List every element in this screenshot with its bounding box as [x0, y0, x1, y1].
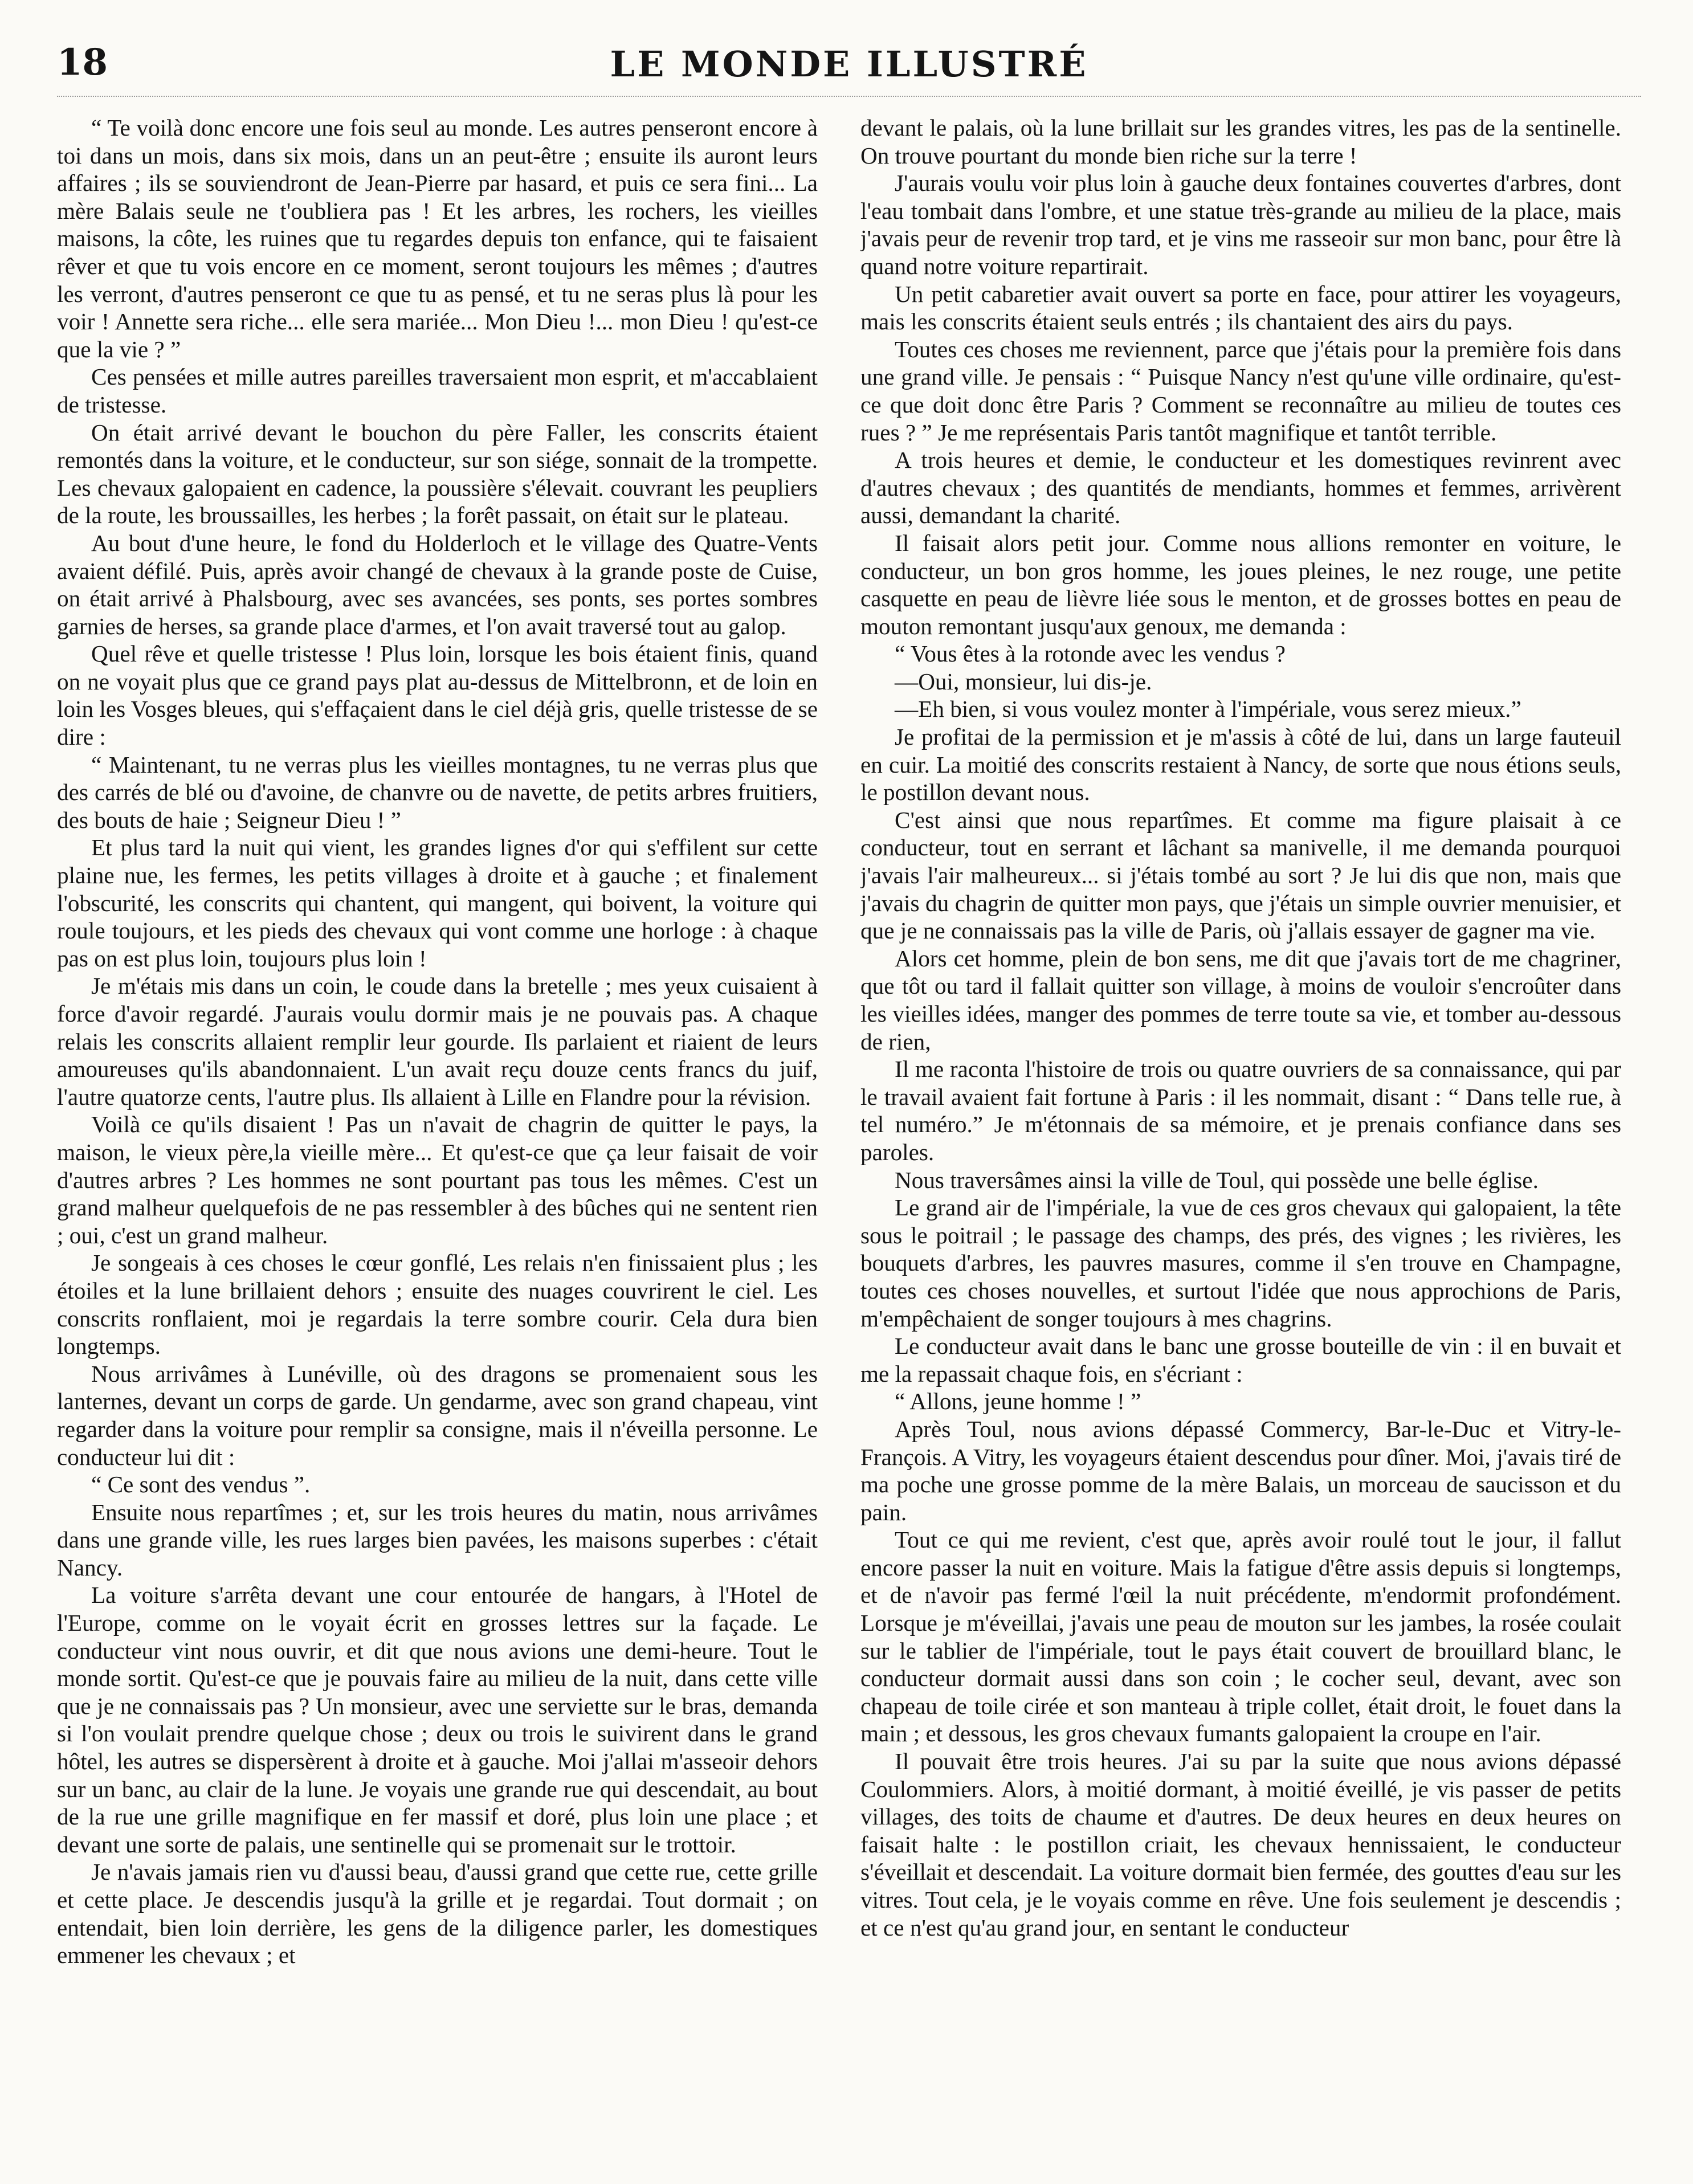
page-number: 18 — [57, 41, 108, 84]
paragraph: —Eh bien, si vous voulez monter à l'impériale, vous serez mieux.” — [895, 696, 1521, 722]
paragraph: Le conducteur avait dans le banc une grosse bouteille de vin : il en buvait et me la repassait chaque fois, en s'écriant : — [860, 1333, 1621, 1387]
paragraph: La voiture s'arrêta devant une cour entourée de hangars, à l'Hotel de l'Europe, comme on le voyait écrit en grosses lettres sur la façade. Le conducteur vint nous ouvrir, et dit que nous avions une demi-heure. Tout le monde sortit. Qu'est-ce que je pouvais faire au milieu de la nuit, dans cette ville que je ne connaissais pas ? Un monsieur, avec une serviette sur le bras, demanda si l'on voulait prendre quelque chose ; deux ou trois le suivirent dans le grand hôtel, les autres se dispersèrent à droite et à gauche. Moi j'allai m'asseoir dehors sur un banc, au clair de la lune. Je voyais une grande rue qui descendait, au bout de la rue une grille magnifique en fer massif et doré, plus loin une place ; et devant une sorte de palais, une sentinelle qui se promenait sur le trottoir. — [57, 1582, 818, 1858]
paragraph: Je n'avais jamais rien vu d'aussi beau, d'aussi grand que cette rue, cette grille et cette place. Je descendis jusqu'à la grille et je regardai. Tout dormait ; on entendait, bien loin derrière, les gens de la diligence parler, les domestiques emmener les chevaux ; et — [57, 1859, 818, 1969]
paragraph: Voilà ce qu'ils disaient ! Pas un n'avait de chagrin de quitter le pays, la maison, le vieux père,la vieille mère... Et qu'est-ce que ça leur faisait de voir d'autres arbres ? Les hommes ne sont pourtant pas tous les mêmes. C'est un grand malheur quelquefois de ne pas ressembler à des bûches qui ne sentent rien ; oui, c'est un grand malheur. — [57, 1111, 818, 1248]
paragraph: “ Ce sont des vendus ”. — [91, 1471, 311, 1498]
paragraph: Il me raconta l'histoire de trois ou quatre ouvriers de sa connaissance, qui par le travail avaient fait fortune à Paris : il les nommait, disant : “ Dans telle rue, à tel numéro.” Je m'étonnais de sa mémoire, et je prenais confiance dans ses paroles. — [860, 1056, 1621, 1165]
paragraph: Je songeais à ces choses le cœur gonflé, Les relais n'en finissaient plus ; les étoiles et la lune brillaient dehors ; ensuite des nuages couvrirent le ciel. Les conscrits ronflaient, moi je regardais la terre sombre courir. Cela dura bien longtemps. — [57, 1250, 818, 1360]
paragraph: Ensuite nous repartîmes ; et, sur les trois heures du matin, nous arrivâmes dans une grande ville, les rues larges bien pavées, les maisons superbes : c'était Nancy. — [57, 1499, 818, 1581]
paragraph: “ Maintenant, tu ne verras plus les vieilles montagnes, tu ne verras plus que des carrés de blé ou d'avoine, de chanvre ou de navette, de petits arbres fruitiers, des bouts de haie ; Seigneur Dieu ! ” — [57, 751, 818, 833]
page-header — [57, 41, 1641, 97]
paragraph: Quel rêve et quelle tristesse ! Plus loin, lorsque les bois étaient finis, quand on ne voyait plus que ce grand pays plat au-dessus de Mittelbronn, et de loin en loin les Vosges bleues, qui s'effaçaient dans le ciel déjà gris, quelle tristesse de se dire : — [57, 640, 818, 750]
paragraph: Nous traversâmes ainsi la ville de Toul, qui possède une belle église. — [895, 1166, 1539, 1193]
paragraph: A trois heures et demie, le conducteur et les domestiques revinrent avec d'autres chevaux ; des quantités de mendiants, hommes et femmes, arrivèrent aussi, demandant la charité. — [860, 447, 1621, 529]
paragraph: Et plus tard la nuit qui vient, les grandes lignes d'or qui s'effilent sur cette plaine nue, les fermes, les petits villages à droite et à gauche ; et finalement l'obscurité, les conscrits qui chantent, qui mangent, qui boivent, la voiture qui roule toujours, et les pieds des chevaux qui vont comme une horloge : à chaque pas on est plus loin, toujours plus loin ! — [57, 834, 818, 971]
paragraph: On était arrivé devant le bouchon du père Faller, les conscrits étaient remontés dans la voiture, et le conducteur, sur son siége, sonnait de la trompette. Les chevaux galopaient en cadence, la poussière s'élevait. couvrant les peupliers de la route, les broussailles, les herbes ; la forêt passait, on était sur le plateau. — [57, 419, 818, 529]
paragraph: Alors cet homme, plein de bon sens, me dit que j'avais tort de me chagriner, que tôt ou tard il fallait quitter son village, à moins de vouloir s'encroûter dans les vieilles idées, manger des pommes de terre toute sa vie, et tomber au-dessous de rien, — [860, 945, 1621, 1055]
paragraph: J'aurais voulu voir plus loin à gauche deux fontaines couvertes d'arbres, dont l'eau tombait dans l'ombre, et une statue très-grande au milieu de la place, mais j'avais peur de revenir trop tard, et je vins me rasseoir sur mon banc, pour être là quand notre voiture repartirait. — [860, 170, 1621, 279]
paragraph: Tout ce qui me revient, c'est que, après avoir roulé tout le jour, il fallut encore passer la nuit en voiture. Mais la fatigue d'être assis depuis si longtemps, et de n'avoir pas fermé l'œil la nuit précédente, m'endormit profondément. Lorsque je m'éveillai, j'avais une peau de mouton sur les jambes, la rosée coulait sur le tablier de l'impériale, tout le pays était couvert de brouillard blanc, le conducteur dormait aussi dans son coin ; le cocher seul, devant, avec son chapeau de toile cirée et son manteau à triple collet, était droit, le fouet dans la main ; et dessous, les gros chevaux fumants galopaient la croupe en l'air. — [860, 1526, 1621, 1747]
paragraph: Il faisait alors petit jour. Comme nous allions remonter en voiture, le conducteur, un bon gros homme, les joues pleines, le nez rouge, une petite casquette en peau de lièvre liée sous le menton, et de grosses bottes en peau de mouton remontant jusqu'aux genoux, me demanda : — [860, 529, 1621, 639]
journal-title: LE MONDE ILLUSTRÉ — [610, 43, 1088, 85]
paragraph: Le grand air de l'impériale, la vue de ces gros chevaux qui galopaient, la tête sous le poitrail ; le passage des champs, des prés, des vignes ; les rivières, les bouquets d'arbres, les pauvres masures, comme il s'en trouve en Champagne, toutes ces choses nouvelles, et surtout l'idée que nous approchions de Paris, m'empêchaient de songer toujours à mes chagrins. — [860, 1194, 1621, 1332]
paragraph: devant le palais, où la lune brillait sur les grandes vitres, les pas de la sentinelle. On trouve pourtant du monde bien riche sur la terre ! — [860, 115, 1621, 169]
paragraph: —Oui, monsieur, lui dis-je. — [895, 668, 1152, 695]
paragraph: Je profitai de la permission et je m'assis à côté de lui, dans un large fauteuil en cuir. La moitié des conscrits restaient à Nancy, de sorte que nous étions seuls, le postillon devant nous. — [860, 724, 1621, 806]
paragraph: Au bout d'une heure, le fond du Holderloch et le village des Quatre-Vents avaient défilé. Puis, après avoir changé de chevaux à la grande poste de Cuise, on était arrivé à Phalsbourg, avec ses avancées, ses ponts, ses portes sombres garnies de herses, sa grande place d'armes, et l'on avait traversé tout au galop. — [57, 529, 818, 639]
right-column — [860, 114, 1621, 2142]
paragraph: “ Vous êtes à la rotonde avec les vendus ? — [895, 640, 1286, 667]
left-column — [57, 114, 818, 2142]
paragraph: C'est ainsi que nous repartîmes. Et comme ma figure plaisait à ce conducteur, tout en serrant et lâchant sa manivelle, il me demanda pourquoi j'avais l'air malheureux... si j'étais tombé au sort ? Je lui dis que non, mais que j'avais du chagrin de quitter mon pays, que j'étais un simple ouvrier menuisier, et que je ne connaissais pas la ville de Paris, où j'allais essayer de gagner ma vie. — [860, 806, 1621, 944]
paragraph: Il pouvait être trois heures. J'ai su par la suite que nous avions dépassé Coulommiers. Alors, à moitié dormant, à moitié éveillé, je vis passer de petits villages, des toits de chaume et d'autres. De deux heures en deux heures on faisait halte : le postillon criait, les chevaux hennissaient, le conducteur s'éveillait et descendait. La voiture dormait bien fermée, des gouttes d'eau sur les vitres. Tout cela, je le voyais comme en rêve. Une fois seulement je descendis ; et ce n'est qu'au grand jour, en sentant le conducteur — [860, 1748, 1621, 1941]
paragraph: “ Te voilà donc encore une fois seul au monde. Les autres penseront encore à toi dans un mois, dans six mois, dans un an peut-être ; ensuite ils auront leurs affaires ; ils se souviendront de Jean-Pierre par hasard, et puis ce sera fini... La mère Balais seule ne t'oubliera pas ! Et les arbres, les rochers, les vieilles maisons, la côte, les ruines que tu regardes depuis ton enfance, qui te faisaient rêver et que tu vois encore en ce moment, seront toujours les mêmes ; d'autres les verront, d'autres penseront ce que tu as pensé, et tu ne seras plus là pour les voir ! Annette sera riche... elle sera mariée... Mon Dieu !... mon Dieu ! qu'est-ce que la vie ? ” — [57, 115, 818, 362]
paragraph: Toutes ces choses me reviennent, parce que j'étais pour la première fois dans une grand ville. Je pensais : “ Puisque Nancy n'est qu'une ville ordinaire, qu'est-ce que doit donc être Paris ? Comment se reconnaître au milieu de toutes ces rues ? ” Je me représentais Paris tantôt magnifique et tantôt terrible. — [860, 336, 1621, 446]
paragraph: “ Allons, jeune homme ! ” — [895, 1388, 1141, 1415]
paragraph: Je m'étais mis dans un coin, le coude dans la bretelle ; mes yeux cuisaient à force d'avoir regardé. J'aurais voulu dormir mais je ne pouvais pas. A chaque relais les conscrits allaient remplir leur gourde. Ils parlaient et riaient de leurs amoureuses qu'ils abandonnaient. L'un avait reçu douze cents francs du juif, l'autre quatorze cents, l'autre plus. Ils allaient à Lille en Flandre pour la révision. — [57, 973, 818, 1110]
paragraph: Un petit cabaretier avait ouvert sa porte en face, pour attirer les voyageurs, mais les conscrits étaient seuls entrés ; ils chantaient des airs du pays. — [860, 280, 1621, 335]
paragraph: Après Toul, nous avions dépassé Commercy, Bar-le-Duc et Vitry-le-François. A Vitry, les voyageurs étaient descendus pour dîner. Moi, j'avais tiré de ma poche une grosse pomme de la mère Balais, un morceau de saucisson et du pain. — [860, 1415, 1621, 1525]
paragraph: Ces pensées et mille autres pareilles traversaient mon esprit, et m'accablaient de tristesse. — [57, 364, 818, 418]
paragraph: Nous arrivâmes à Lunéville, où des dragons se promenaient sous les lanternes, devant un corps de garde. Un gendarme, avec son grand chapeau, vint regarder dans la voiture pour remplir sa consigne, mais il n'éveilla personne. Le conducteur lui dit : — [57, 1360, 818, 1470]
